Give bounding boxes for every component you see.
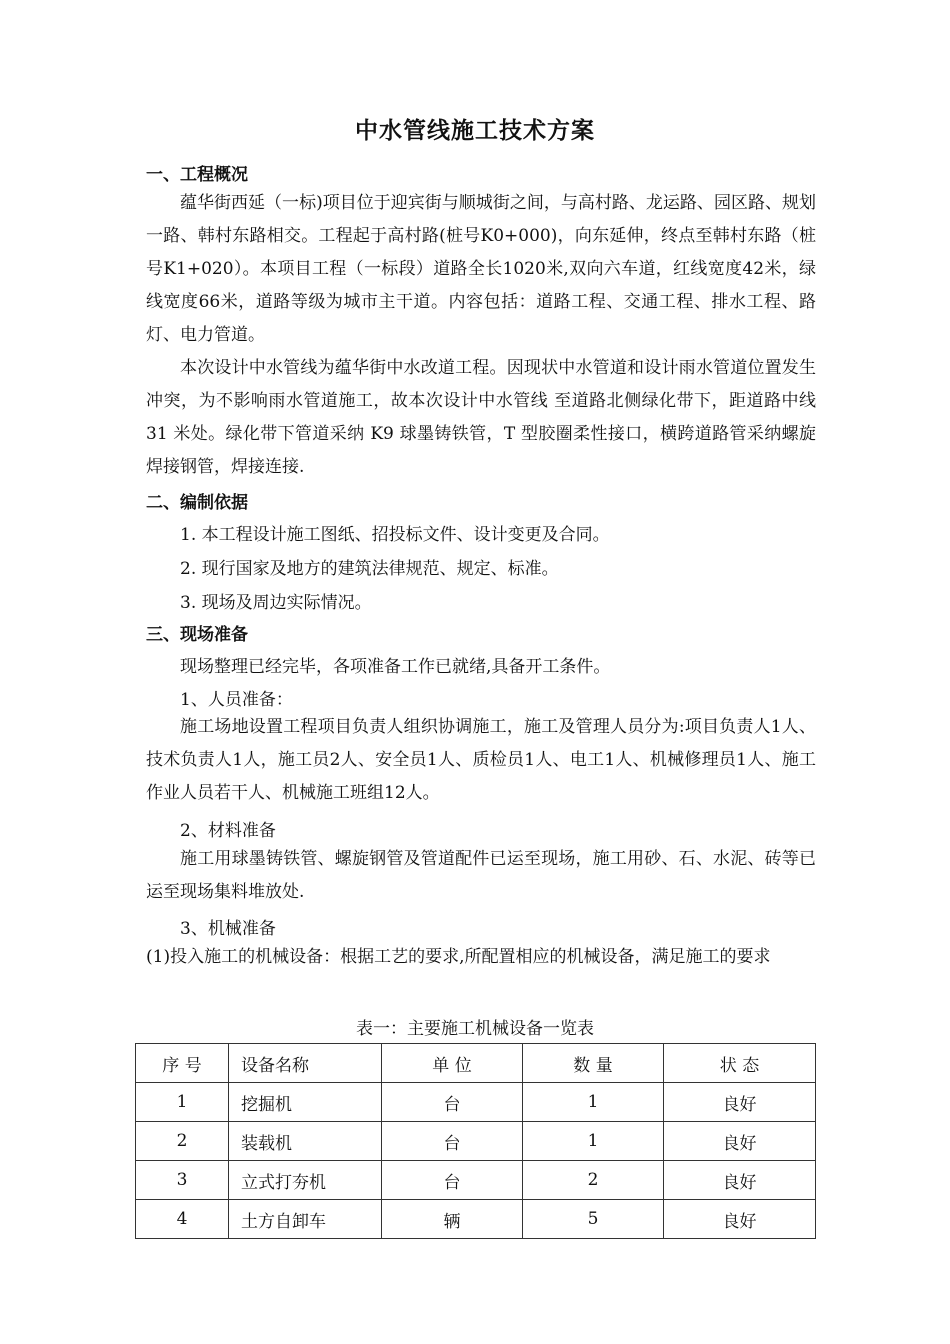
cell-status: 良好 <box>664 1200 816 1239</box>
site-prep-intro: 现场整理已经完毕，各项准备工作已就绪,具备开工条件。 <box>180 657 611 677</box>
table-row <box>136 1083 816 1122</box>
table-row <box>136 1161 816 1200</box>
cell-index: 3 <box>136 1161 229 1200</box>
cell-unit: 辆 <box>382 1200 523 1239</box>
basis-item-1: 1. 本工程设计施工图纸、招投标文件、设计变更及合同。 <box>180 525 610 545</box>
cell-status: 良好 <box>664 1122 816 1161</box>
machinery-paragraph: (1)投入施工的机械设备：根据工艺的要求,所配置相应的机械设备，满足施工的要求 <box>146 947 771 967</box>
cell-status: 良好 <box>664 1083 816 1122</box>
cell-quantity: 5 <box>523 1200 664 1239</box>
overview-paragraph-1: 蕴华街西延（一标)项目位于迎宾街与顺城街之间，与高村路、龙运路、园区路、规划一路、韩村东路相交。工程起于高村路(桩号K0+000)，向东延伸，终点至韩村东路（桩号K1+020）。本项目工程（一标段）道路全长1020米,双向六车道，红线宽度42米，绿线宽度66米，道路等级为城市主干道。内容包括：道路工程、交通工程、排水工程、路灯、电力管道。 <box>146 193 816 345</box>
table-row <box>136 1122 816 1161</box>
header-cell: 数 量 <box>523 1044 664 1083</box>
basis-item-3: 3. 现场及周边实际情况。 <box>180 593 372 613</box>
cell-index: 4 <box>136 1200 229 1239</box>
cell-unit: 台 <box>382 1161 523 1200</box>
page-title: 中水管线施工技术方案 <box>355 118 595 144</box>
cell-equipment: 立式打夯机 <box>229 1161 382 1200</box>
cell-unit: 台 <box>382 1083 523 1122</box>
overview-paragraph-2: 本次设计中水管线为蕴华街中水改道工程。因现状中水管道和设计雨水管道位置发生冲突，为不影响雨水管道施工，故本次设计中水管线 至道路北侧绿化带下，距道路中线 31 米处。绿化带下管道采纳 K9 球墨铸铁管，T 型胶圈柔性接口，横跨道路管采纳螺旋焊接钢管，焊接连接. <box>146 358 816 477</box>
table-header-row <box>136 1044 816 1083</box>
materials-paragraph: 施工用球墨铸铁管、螺旋钢管及管道配件已运至现场，施工用砂、石、水泥、砖等已运至现场集料堆放处. <box>146 849 816 902</box>
section-heading-overview: 一、工程概况 <box>146 165 248 185</box>
cell-equipment: 土方自卸车 <box>229 1200 382 1239</box>
section-heading-basis: 二、编制依据 <box>146 493 248 513</box>
cell-quantity: 1 <box>523 1122 664 1161</box>
cell-status: 良好 <box>664 1161 816 1200</box>
materials-heading: 2、材料准备 <box>180 821 276 841</box>
cell-index: 2 <box>136 1122 229 1161</box>
personnel-paragraph: 施工场地设置工程项目负责人组织协调施工，施工及管理人员分为:项目负责人1人、技术负责人1人，施工员2人、安全员1人、质检员1人、电工1人、机械修理员1人、施工作业人员若干人、机械施工班组12人。 <box>146 717 816 803</box>
equipment-table <box>135 1043 816 1239</box>
basis-item-2: 2. 现行国家及地方的建筑法律规范、规定、标准。 <box>180 559 559 579</box>
cell-equipment: 装载机 <box>229 1122 382 1161</box>
cell-index: 1 <box>136 1083 229 1122</box>
header-cell: 单 位 <box>382 1044 523 1083</box>
section-heading-site-prep: 三、现场准备 <box>146 625 248 645</box>
header-cell: 设备名称 <box>229 1044 382 1083</box>
machinery-heading: 3、机械准备 <box>180 919 276 939</box>
table-caption: 表一：主要施工机械设备一览表 <box>356 1019 594 1039</box>
cell-unit: 台 <box>382 1122 523 1161</box>
header-cell: 序 号 <box>136 1044 229 1083</box>
table-row <box>136 1200 816 1239</box>
header-cell: 状 态 <box>664 1044 816 1083</box>
personnel-heading: 1、人员准备： <box>180 690 293 710</box>
cell-quantity: 1 <box>523 1083 664 1122</box>
cell-equipment: 挖掘机 <box>229 1083 382 1122</box>
cell-quantity: 2 <box>523 1161 664 1200</box>
